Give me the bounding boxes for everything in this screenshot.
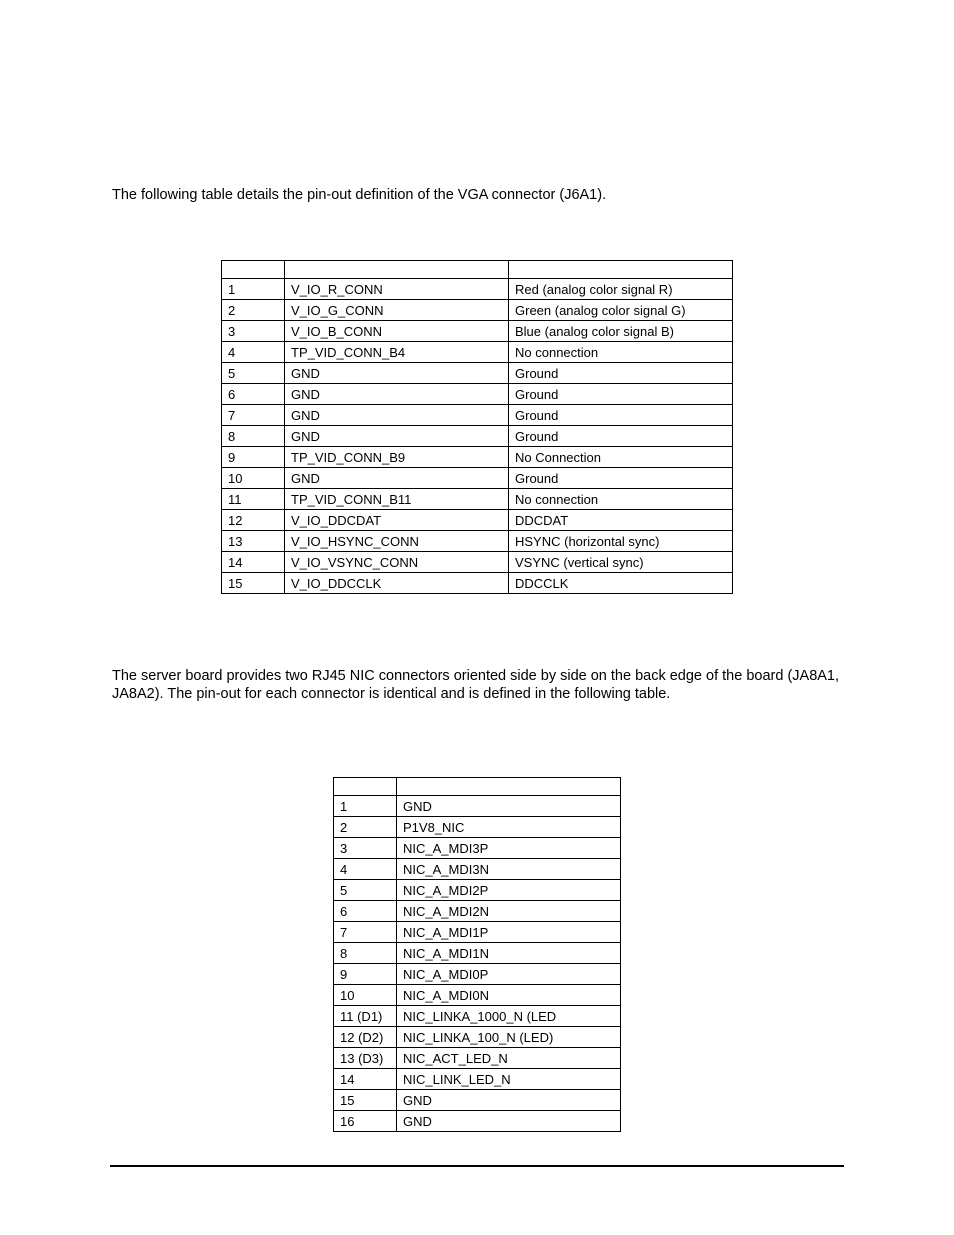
table-cell: NIC_A_MDI0N <box>397 985 621 1006</box>
table-row <box>334 1111 621 1132</box>
table-cell: 11 <box>222 489 285 510</box>
table-row <box>222 279 733 300</box>
table-cell: 5 <box>222 363 285 384</box>
table-row <box>334 943 621 964</box>
table-row <box>334 964 621 985</box>
table-cell: V_IO_HSYNC_CONN <box>285 531 509 552</box>
table-cell: 1 <box>334 796 397 817</box>
table-cell: 7 <box>334 922 397 943</box>
table-cell: 6 <box>222 384 285 405</box>
header-cell <box>334 778 397 796</box>
table-row <box>222 552 733 573</box>
table-cell: 4 <box>222 342 285 363</box>
table-cell: 2 <box>334 817 397 838</box>
table-row <box>222 363 733 384</box>
table-cell: GND <box>285 363 509 384</box>
table-cell: No connection <box>509 342 733 363</box>
table-cell: 11 (D1) <box>334 1006 397 1027</box>
table-row <box>222 489 733 510</box>
table-row <box>334 838 621 859</box>
footer-rule <box>110 1165 844 1167</box>
table-row <box>334 1090 621 1111</box>
table-cell: NIC_A_MDI1N <box>397 943 621 964</box>
table-cell: V_IO_DDCDAT <box>285 510 509 531</box>
table-cell: GND <box>285 405 509 426</box>
table-cell: V_IO_DDCCLK <box>285 573 509 594</box>
table-cell: 12 (D2) <box>334 1027 397 1048</box>
table-cell: NIC_A_MDI2N <box>397 901 621 922</box>
table-cell: V_IO_VSYNC_CONN <box>285 552 509 573</box>
table-row <box>334 901 621 922</box>
vga-pinout-table <box>221 260 733 594</box>
table-cell: V_IO_R_CONN <box>285 279 509 300</box>
table-cell: 8 <box>334 943 397 964</box>
table-header-row <box>334 778 621 796</box>
table-row <box>222 510 733 531</box>
table-row <box>334 859 621 880</box>
table-row <box>334 1048 621 1069</box>
table-row <box>334 880 621 901</box>
table-cell: 3 <box>334 838 397 859</box>
table-cell: 1 <box>222 279 285 300</box>
table-cell: V_IO_G_CONN <box>285 300 509 321</box>
table-cell: V_IO_B_CONN <box>285 321 509 342</box>
header-cell <box>397 778 621 796</box>
table-cell: 15 <box>222 573 285 594</box>
table-row <box>334 1069 621 1090</box>
table-cell: 10 <box>334 985 397 1006</box>
table-cell: NIC_LINKA_1000_N (LED <box>397 1006 621 1027</box>
vga-intro-paragraph: The following table details the pin-out definition of the VGA connector (J6A1). <box>112 187 607 203</box>
table-cell: 2 <box>222 300 285 321</box>
table-cell: GND <box>397 1111 621 1132</box>
table-row <box>222 300 733 321</box>
table-cell: TP_VID_CONN_B11 <box>285 489 509 510</box>
table-row <box>222 531 733 552</box>
table-row <box>334 922 621 943</box>
table-cell: Red (analog color signal R) <box>509 279 733 300</box>
table-cell: 9 <box>222 447 285 468</box>
table-row <box>222 447 733 468</box>
table-cell: 16 <box>334 1111 397 1132</box>
table-cell: Ground <box>509 426 733 447</box>
table-cell: 12 <box>222 510 285 531</box>
table-cell: NIC_LINKA_100_N (LED) <box>397 1027 621 1048</box>
table-cell: GND <box>285 468 509 489</box>
table-cell: Green (analog color signal G) <box>509 300 733 321</box>
table-cell: 6 <box>334 901 397 922</box>
table-row <box>222 321 733 342</box>
nic-pinout-table <box>333 777 621 1132</box>
table-row <box>222 468 733 489</box>
table-cell: Ground <box>509 363 733 384</box>
table-row <box>334 817 621 838</box>
table-cell: VSYNC (vertical sync) <box>509 552 733 573</box>
table-row <box>334 796 621 817</box>
table-cell: GND <box>285 426 509 447</box>
header-cell <box>222 261 285 279</box>
table-cell: NIC_ACT_LED_N <box>397 1048 621 1069</box>
table-cell: 10 <box>222 468 285 489</box>
table-cell: 4 <box>334 859 397 880</box>
table-cell: NIC_LINK_LED_N <box>397 1069 621 1090</box>
table-cell: No connection <box>509 489 733 510</box>
table-header-row <box>222 261 733 279</box>
table-cell: NIC_A_MDI3N <box>397 859 621 880</box>
table-cell: 14 <box>222 552 285 573</box>
table-cell: HSYNC (horizontal sync) <box>509 531 733 552</box>
table-cell: NIC_A_MDI0P <box>397 964 621 985</box>
table-cell: 13 <box>222 531 285 552</box>
table-cell: TP_VID_CONN_B4 <box>285 342 509 363</box>
table-cell: DDCDAT <box>509 510 733 531</box>
table-cell: Blue (analog color signal B) <box>509 321 733 342</box>
table-cell: 3 <box>222 321 285 342</box>
table-cell: 8 <box>222 426 285 447</box>
table-cell: TP_VID_CONN_B9 <box>285 447 509 468</box>
table-cell: P1V8_NIC <box>397 817 621 838</box>
table-cell: NIC_A_MDI1P <box>397 922 621 943</box>
table-cell: GND <box>285 384 509 405</box>
table-row <box>222 573 733 594</box>
table-cell: 14 <box>334 1069 397 1090</box>
table-row <box>222 405 733 426</box>
table-cell: 5 <box>334 880 397 901</box>
table-cell: No Connection <box>509 447 733 468</box>
table-cell: 13 (D3) <box>334 1048 397 1069</box>
table-cell: Ground <box>509 468 733 489</box>
table-cell: NIC_A_MDI2P <box>397 880 621 901</box>
table-cell: 7 <box>222 405 285 426</box>
table-row <box>334 1006 621 1027</box>
table-cell: 15 <box>334 1090 397 1111</box>
header-cell <box>285 261 509 279</box>
table-row <box>222 426 733 447</box>
header-cell <box>509 261 733 279</box>
table-row <box>222 342 733 363</box>
table-row <box>334 1027 621 1048</box>
table-cell: NIC_A_MDI3P <box>397 838 621 859</box>
table-cell: Ground <box>509 405 733 426</box>
table-cell: GND <box>397 1090 621 1111</box>
table-cell: GND <box>397 796 621 817</box>
table-row <box>334 985 621 1006</box>
table-cell: DDCCLK <box>509 573 733 594</box>
nic-intro-paragraph: The server board provides two RJ45 NIC connectors oriented side by side on the back edge of the board (JA8A1, JA8A2). The pin-out for each connector is identical and is defined in the following table. <box>112 668 840 702</box>
table-cell: Ground <box>509 384 733 405</box>
table-row <box>222 384 733 405</box>
table-cell: 9 <box>334 964 397 985</box>
